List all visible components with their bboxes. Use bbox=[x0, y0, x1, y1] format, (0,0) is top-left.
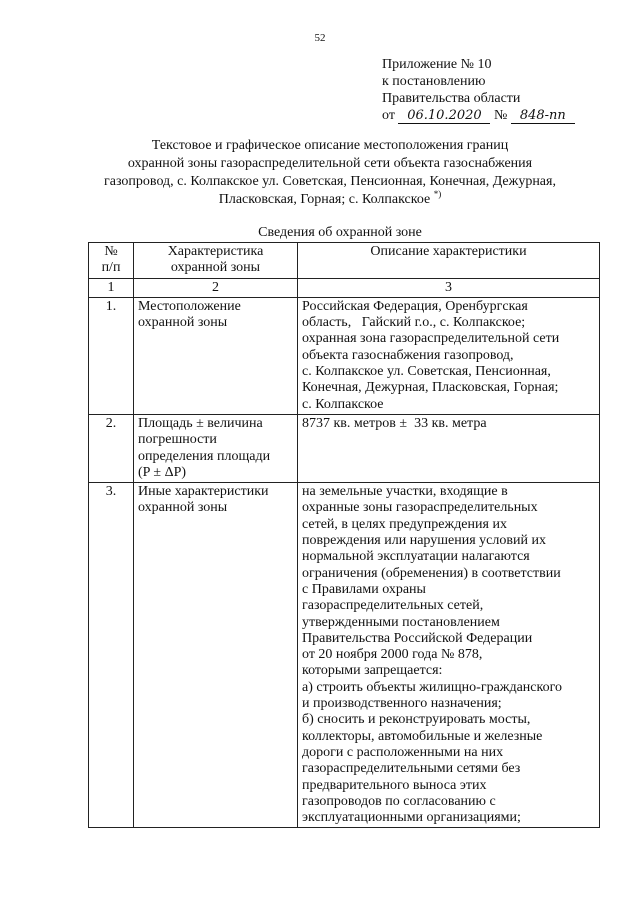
desc-line: охранная зона газораспределительной сети bbox=[302, 331, 560, 347]
desc-line: газораспределительных сетей, bbox=[302, 598, 484, 614]
desc-line: с Правилами охраны bbox=[302, 581, 426, 597]
footnote-mark: *) bbox=[433, 189, 442, 199]
desc-line: от 20 ноября 2000 года № 878, bbox=[302, 647, 483, 663]
date-prefix: от bbox=[382, 108, 395, 123]
char-line: погрешности bbox=[138, 432, 217, 448]
index-row bbox=[89, 278, 600, 297]
header-char-line-1: Характеристика bbox=[167, 244, 264, 259]
document-title bbox=[80, 137, 580, 209]
title-line-2: охранной зоны газораспределительной сети объекта газоснабжения bbox=[127, 156, 533, 171]
header-characteristic bbox=[134, 243, 298, 279]
desc-line: а) строить объекты жилищно-гражданского bbox=[302, 679, 562, 695]
handwritten-number: 848-пп bbox=[511, 109, 575, 124]
title-line-4: Пласковская, Горная; с. Колпакское bbox=[218, 192, 431, 207]
title-line-1: Текстовое и графическое описание местоположения границ bbox=[151, 138, 509, 153]
row-number: 3. bbox=[89, 483, 134, 828]
desc-line: ограничения (обременения) в соответствии bbox=[302, 565, 561, 581]
desc-line: предварительного выноса этих bbox=[302, 777, 487, 793]
row-characteristic bbox=[134, 297, 298, 414]
table-caption: Сведения об охранной зоне bbox=[258, 225, 422, 240]
char-line: Площадь ± величина bbox=[138, 415, 263, 431]
desc-line: с. Колпакское ул. Советская, Пенсионная, bbox=[302, 364, 551, 380]
appendix-line-1: Приложение № 10 bbox=[382, 57, 492, 72]
char-line: Иные характеристики bbox=[138, 484, 269, 500]
desc-line: нормальной эксплуатации налагаются bbox=[302, 549, 530, 565]
desc-line: 8737 кв. метров ± 33 кв. метра bbox=[302, 415, 487, 431]
row-characteristic bbox=[134, 414, 298, 482]
handwritten-date: 06.10.2020 bbox=[398, 109, 490, 124]
row-characteristic bbox=[134, 483, 298, 828]
row-description bbox=[298, 414, 600, 482]
row-description bbox=[298, 297, 600, 414]
header-num-line-1: № bbox=[104, 244, 118, 259]
desc-line: газопроводов по согласованию с bbox=[302, 793, 496, 809]
table-row bbox=[89, 297, 600, 414]
desc-line: на земельные участки, входящие в bbox=[302, 484, 508, 500]
desc-line: и производственного назначения; bbox=[302, 696, 502, 712]
desc-line: газораспределительными сетями без bbox=[302, 761, 521, 777]
index-cell: 1 bbox=[89, 278, 134, 297]
header-row bbox=[89, 243, 600, 279]
row-number: 2. bbox=[89, 414, 134, 482]
desc-line: утвержденными постановлением bbox=[302, 614, 500, 630]
char-line: определения площади bbox=[138, 448, 271, 464]
appendix-line-3: Правительства области bbox=[382, 91, 521, 106]
char-line: охранной зоны bbox=[138, 315, 228, 331]
desc-line: сетей, в целях предупреждения их bbox=[302, 516, 507, 532]
table-row bbox=[89, 483, 600, 828]
char-line: (P ± ΔP) bbox=[138, 464, 187, 480]
desc-line: область, Гайский г.о., с. Колпакское; bbox=[302, 315, 526, 331]
desc-line: объекта газоснабжения газопровод, bbox=[302, 347, 514, 363]
desc-line: коллекторы, автомобильные и железные bbox=[302, 728, 543, 744]
header-num-line-2: п/п bbox=[101, 260, 121, 276]
desc-line: эксплуатационными организациями; bbox=[302, 810, 521, 826]
appendix-line-2: к постановлению bbox=[382, 74, 486, 89]
row-description bbox=[298, 483, 600, 828]
appendix-block bbox=[382, 56, 622, 124]
row-number: 1. bbox=[89, 297, 134, 414]
zone-table bbox=[88, 242, 600, 828]
desc-line: дороги с расположенными на них bbox=[302, 744, 504, 760]
desc-line: с. Колпакское bbox=[302, 396, 384, 412]
desc-line: Правительства Российской Федерации bbox=[302, 630, 533, 646]
char-line: Местоположение bbox=[138, 298, 241, 314]
desc-line: Конечная, Дежурная, Пласковская, Горная; bbox=[302, 380, 559, 396]
desc-line: охранные зоны газораспределительных bbox=[302, 500, 538, 516]
index-cell: 2 bbox=[134, 278, 298, 297]
index-cell: 3 bbox=[298, 278, 600, 297]
header-char-line-2: охранной зоны bbox=[170, 260, 261, 276]
table-row bbox=[89, 414, 600, 482]
desc-line: б) сносить и реконструировать мосты, bbox=[302, 712, 531, 728]
page-number: 52 bbox=[314, 32, 326, 44]
appendix-date-line bbox=[382, 107, 622, 124]
header-description: Описание характеристики bbox=[298, 243, 600, 279]
desc-line: Российская Федерация, Оренбургская bbox=[302, 298, 528, 314]
desc-line: которыми запрещается: bbox=[302, 663, 443, 679]
title-line-3: газопровод, с. Колпакское ул. Советская, Пенсионная, Конечная, Дежурная, bbox=[104, 174, 556, 189]
char-line: охранной зоны bbox=[138, 500, 228, 516]
desc-line: повреждения или нарушения условий их bbox=[302, 533, 546, 549]
title-line-4-wrap bbox=[80, 191, 580, 209]
header-num bbox=[89, 243, 134, 279]
number-sign: № bbox=[493, 108, 508, 123]
